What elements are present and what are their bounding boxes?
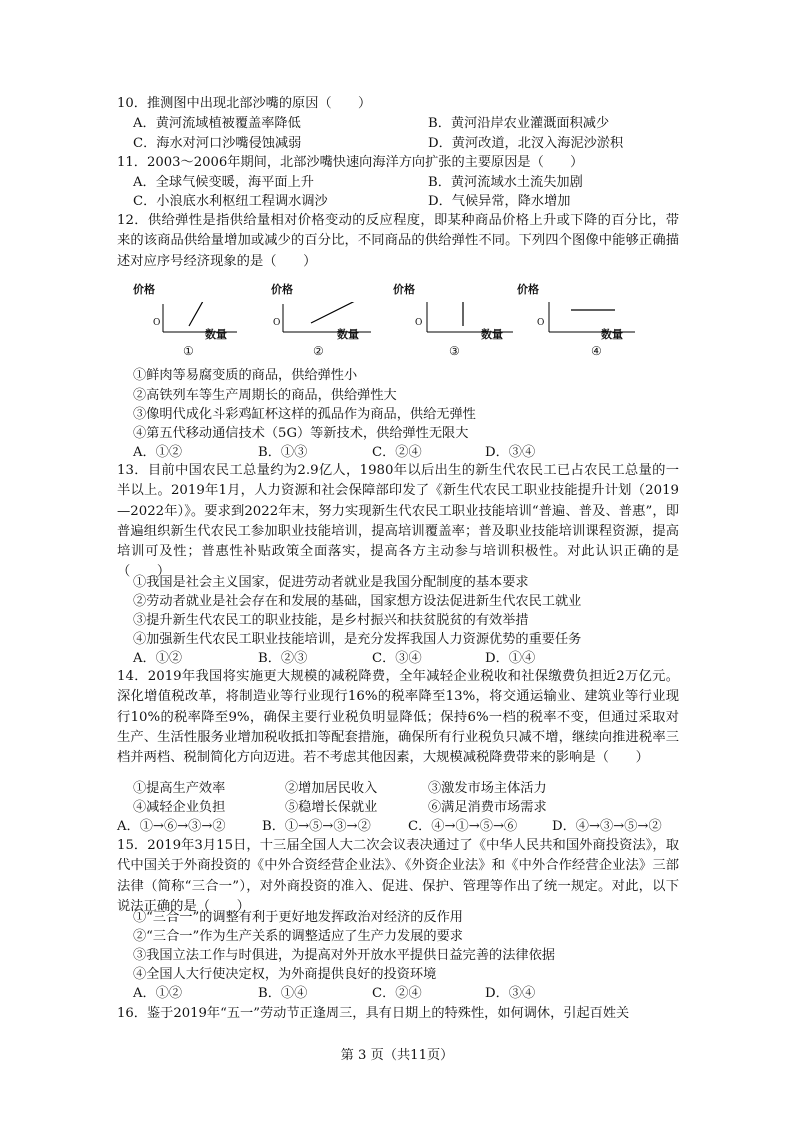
q11-option-c: C．小浪底水利枢纽工程调水调沙 [133,194,328,209]
q15-option-c: C．②④ [372,986,422,1001]
q16-stem: 16．鉴于2019年“五一”劳动节正逢周三，具有日期上的特殊性，如何调休，引起百姓关 [117,1006,630,1021]
q11-option-b: B．黄河流域水土流失加剧 [428,175,583,190]
q11-option-a: A．全球气候变暖，海平面上升 [133,175,314,190]
q15-option-a: A．①② [133,986,183,1001]
q14-stem: 14．2019年我国将实施更大规模的减税降费，全年减轻企业税收和社保缴费负担近2万亿元。深化增值税改革，将制造业等行业现行16%的税率降至13%，将交通运输业、建筑业等行业现行10%的税率降至9%，确保主要行业税负明显降低；保持6%一档的税率不变，但通过采取对生产、生活性服务业增加税收抵扣等配套措施，确保所有行业税负只减不增，继续向推进税率三档并两档、税制简化方向迈进。若不考虑其他因素，大规模减税降费带来的影响是（ ） [117,669,679,766]
page-footer: 第 3 页（共11页） [340,1048,454,1063]
graph-3-qty-label: 数量 [481,328,503,341]
graph-2-origin: O [273,318,281,328]
q14-item-2: ②增加居民收入 [285,781,378,796]
q13-option-b: B．②③ [258,651,308,666]
graph-1-origin: O [153,318,161,328]
q13-item-3: ③提升新生代农民工的职业技能，是乡村振兴和扶贫脱贫的有效举措 [133,613,529,628]
q12-item-2: ②高铁列车等生产周期长的商品，供给弹性大 [133,388,397,403]
q12-stem: 12．供给弹性是指供给量相对价格变动的反应程度，即某种商品价格上升或下降的百分比，带来的该商品供给量增加或减少的百分比，不同商品的供给弹性不同。下列四个图像中能够正确描述对应序号经济现象的是（ ） [117,213,679,269]
q13-item-4: ④加强新生代农民工职业技能培训，是充分发挥我国人力资源优势的重要任务 [133,632,582,647]
q14-option-b: B．①→⑤→③→② [262,819,371,834]
q14-item-1: ①提高生产效率 [133,781,226,796]
q11-stem: 11．2003～2006年期间，北部沙嘴快速向海洋方向扩张的主要原因是（ ） [117,155,584,170]
q10-option-a: A．黄河流域植被覆盖率降低 [133,116,301,131]
graph-3-origin: O [415,318,423,328]
q13-stem: 13．目前中国农民工总量约为2.9亿人，1980年以后出生的新生代农民工已占农民工总量的一半以上。2019年1月，人力资源和社会保障部印发了《新生代农民工职业技能提升计划（2019—2022年）》。要求到2022年末，努力实现新生代农民工职业技能培训“普遍、普及、普惠”，即普遍组织新生代农民工参加职业技能培训，提高培训覆盖率；普及职业技能培训课程资源，提高培训可及性；普惠性补贴政策全面落实，提高各方主动参与培训积极性。对此认识正确的是（ ） [117,463,679,580]
q13-option-a: A．①② [133,651,183,666]
steep-supply-line [189,302,207,326]
q15-item-2: ②“三合一”作为生产关系的调整适应了生产力发展的要求 [133,929,463,944]
q12-item-4: ④第五代移动通信技术（5G）等新技术，供给弹性无限大 [133,426,469,441]
graph-4-price-label: 价格 [517,283,539,296]
q14-item-3: ③激发市场主体活力 [428,781,547,796]
q14-item-6: ⑥满足消费市场需求 [428,800,547,815]
q15-item-4: ④全国人大行使决定权，为外商提供良好的投资环境 [133,967,437,982]
graph-2-price-label: 价格 [271,283,293,296]
q13-item-1: ①我国是社会主义国家，促进劳动者就业是我国分配制度的基本要求 [133,575,529,590]
q12-option-a: A．①② [133,445,183,460]
graph-1-qty-label: 数量 [205,328,227,341]
graph-3-number: ③ [449,344,460,358]
q10-option-c: C．海水对河口沙嘴侵蚀减弱 [133,136,302,151]
graph-axes-svg [125,302,645,342]
q10-stem: 10．推测图中出现北部沙嘴的原因（ ） [117,96,372,111]
graph-4-number: ④ [591,344,602,358]
q14-item-4: ④减轻企业负担 [133,800,226,815]
graph-4-qty-label: 数量 [601,328,623,341]
q12-option-b: B．①③ [258,445,308,460]
graph-2-number: ② [313,344,324,358]
q14-option-a: A．①→⑥→③→② [117,819,226,834]
q10-option-b: B．黄河沿岸农业灌溉面积减少 [428,116,610,131]
q15-option-d: D．③④ [485,986,536,1001]
q15-item-3: ③我国立法工作与时俱进，为提高对外开放水平提供日益完善的法律依据 [133,948,555,963]
q12-option-d: D．③④ [485,445,536,460]
q14-option-c: C．④→①→⑤→⑥ [408,819,518,834]
graph-2-qty-label: 数量 [337,328,359,341]
q12-item-3: ③像明代成化斗彩鸡缸杯这样的孤品作为商品，供给无弹性 [133,407,476,422]
q13-item-2: ②劳动者就业是社会存在和发展的基础，国家想方设法促进新生代农民工就业 [133,594,582,609]
supply-elasticity-graphs [125,283,645,364]
graph-1-number: ① [183,344,194,358]
q13-option-c: C．③④ [372,651,422,666]
q13-option-d: D．①④ [485,651,536,666]
q12-item-1: ①鲜肉等易腐变质的商品，供给弹性小 [133,368,358,383]
q11-option-d: D．气候异常，降水增加 [428,194,571,209]
q14-item-5: ⑤稳增长保就业 [285,800,378,815]
q14-option-d: D．④→③→⑤→② [552,819,662,834]
q12-option-c: C．②④ [372,445,422,460]
q15-stem: 15．2019年3月15日，十三届全国人大二次会议表决通过了《中华人民共和国外商投资法》，取代中国关于外商投资的《中外合资经营企业法》、《外资企业法》和《中外合作经营企业法》三部法律（简称“三合一”），对外商投资的准入、促进、保护、管理等作出了统一规定。对此，以下说法正确的是（ ） [117,838,679,914]
graph-4-origin: O [537,318,545,328]
graph-1-price-label: 价格 [133,283,155,296]
graph-3-price-label: 价格 [393,283,415,296]
q15-option-b: B．①④ [258,986,308,1001]
q10-option-d: D．黄河改道，北汊入海泥沙淤积 [428,136,624,151]
flat-supply-line [311,302,359,323]
q15-item-1: ①“三合一”的调整有利于更好地发挥政治对经济的反作用 [133,910,463,925]
